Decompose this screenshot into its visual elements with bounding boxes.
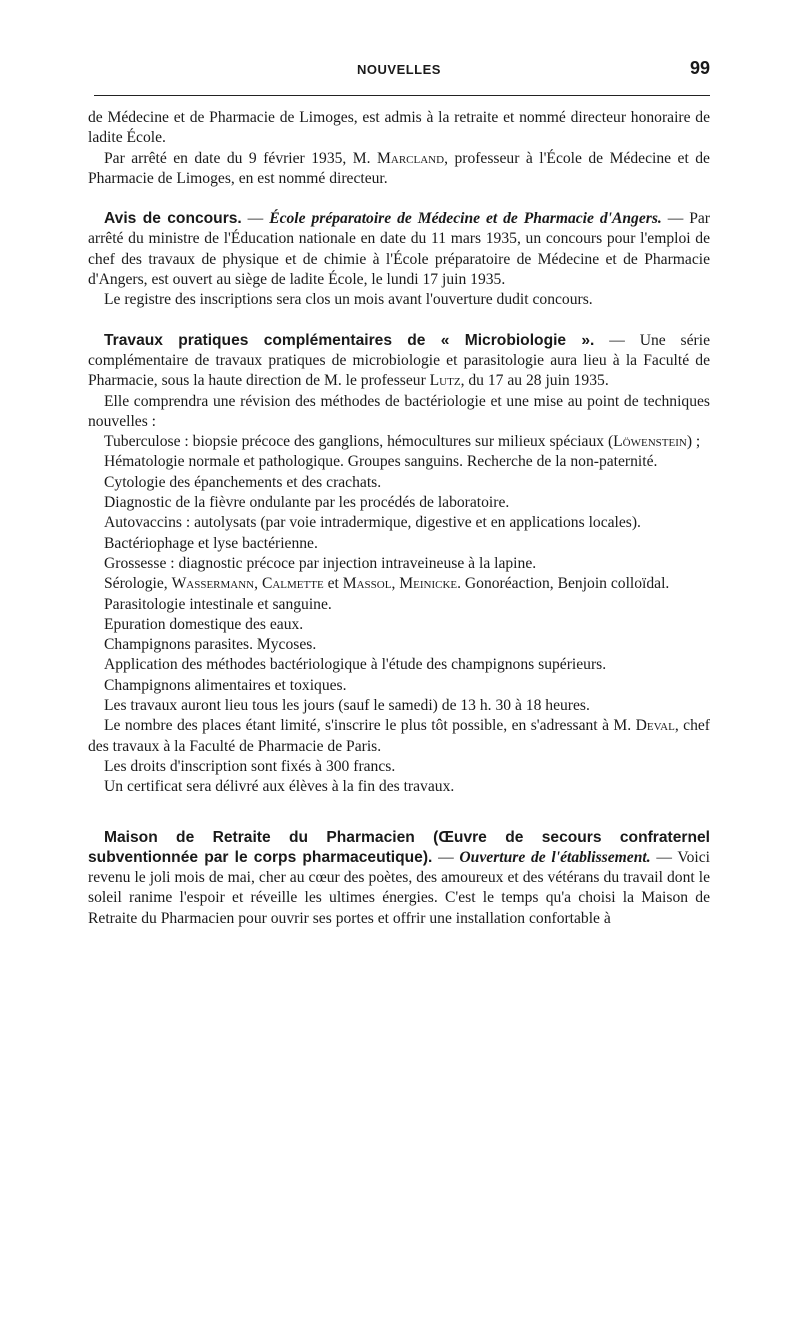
list-item: Diagnostic de la fièvre ondulante par les procédés de laboratoire.	[104, 494, 510, 512]
text-span: ,	[391, 575, 400, 593]
list-item: Hématologie normale et pathologique. Groupes sanguins. Recherche de la non-paternité.	[104, 453, 658, 471]
list-item: Champignons parasites. Mycoses.	[104, 636, 317, 654]
text-span: et	[323, 575, 343, 593]
list-item: Autovaccins : autolysats (par voie intradermique, digestive et en applications locales).	[104, 514, 641, 532]
text-span: , du 17 au 28 juin 1935.	[460, 372, 609, 390]
paragraph-registre: Le registre des inscriptions sera clos un mois avant l'ouverture dudit concours.	[104, 291, 593, 309]
person-name: Calmette	[261, 575, 324, 593]
paragraph-travaux	[88, 331, 710, 392]
list-item: Champignons alimentaires et toxiques.	[104, 676, 347, 694]
text-span: —	[241, 210, 270, 228]
header-rule	[94, 95, 710, 96]
paragraph-limoges-continuation: de Médecine et de Pharmacie de Limoges, est admis à la retraite et nommé directeur honoraire de ladite École.	[88, 109, 710, 147]
text-span: — Par arrêté du ministre de l'Éducation nationale en date du 11 mars 1935, un concours pour l'emploi de chef des travaux de physique et de chimie à l'École préparatoire de Médecine et de Pharmacie d'Angers, est ouvert au siège de ladite École, le lundi 17 juin 1935.	[88, 210, 710, 289]
text-span: , chef des travaux à la Faculté de Pharmacie de Paris.	[88, 717, 710, 755]
text-span: — Voici revenu le joli mois de mai, cher au cœur des poètes, des amoureux et des vétérans du travail dont le soleil ranime l'espoir et réveille les ultimes énergies. C'est le temps qu'a choisi la Maison de Retraite du Pharmacien pour ouvrir ses portes et offrir une installation confortable à	[88, 848, 711, 927]
list-item: Epuration domestique des eaux.	[104, 615, 304, 633]
paragraph-inscription	[88, 716, 710, 757]
page	[88, 58, 711, 927]
person-name: Löwenstein	[613, 433, 687, 451]
person-name: Wassermann	[171, 575, 255, 593]
person-name: Meinicke	[399, 575, 458, 593]
paragraph-maison	[88, 828, 710, 929]
article-body	[88, 108, 710, 929]
paragraph-droits: Les droits d'inscription sont fixés à 300 francs.	[104, 757, 396, 775]
paragraph-horaires: Les travaux auront lieu tous les jours (sauf le samedi) de 13 h. 30 à 18 heures.	[104, 697, 590, 715]
list-item: Application des méthodes bactériologique à l'étude des champignons supérieurs.	[104, 656, 607, 674]
page-header	[88, 58, 710, 88]
section-subtitle-ouverture: Ouverture de l'établissement.	[459, 848, 651, 866]
text-span: ) ;	[686, 433, 701, 451]
person-name: Lutz	[429, 372, 461, 390]
list-item: Grossesse : diagnostic précoce par injection intraveineuse à la lapine.	[104, 554, 537, 572]
text-span: Sérologie,	[104, 575, 172, 593]
list-item: Bactériophage et lyse bactérienne.	[104, 534, 318, 552]
person-name: Massol	[342, 575, 392, 593]
text-span: . Gonoréaction, Benjoin colloïdal.	[457, 575, 670, 593]
paragraph-concours	[88, 209, 710, 290]
person-name: Deval	[635, 717, 675, 735]
page-number: 99	[689, 58, 710, 78]
text-span: — Une série complémentaire de travaux pratiques de microbiologie et parasitologie aura lieu à la Faculté de Pharmacie, sous la haute direction de M. le professeur	[88, 331, 710, 390]
section-subtitle-angers: École préparatoire de Médecine et de Pharmacie d'Angers.	[269, 210, 662, 228]
section-gap	[88, 798, 710, 828]
text-span: Le nombre des places étant limité, s'inscrire le plus tôt possible, en s'adressant à M.	[104, 717, 636, 735]
text-span: ,	[254, 575, 262, 593]
paragraph-marcland	[88, 149, 710, 190]
text-span: Tuberculose : biopsie précoce des ganglions, hémocultures sur milieux spéciaux (	[104, 433, 614, 451]
paragraph-intro: Elle comprendra une révision des méthodes de bactériologie et une mise au point de techniques nouvelles :	[88, 392, 710, 430]
paragraph-certificat: Un certificat sera délivré aux élèves à la fin des travaux.	[104, 778, 455, 796]
section-heading-maison: Maison de Retraite du Pharmacien (Œuvre de secours confraternel subventionnée par le corps pharmaceutique).	[88, 828, 710, 866]
list-item: Parasitologie intestinale et sanguine.	[104, 595, 332, 613]
list-item	[88, 432, 710, 452]
person-name: Marcland	[377, 149, 445, 167]
text-span: —	[432, 848, 460, 866]
text-span: Par arrêté en date du 9 février 1935, M.	[104, 149, 378, 167]
section-heading-travaux: Travaux pratiques complémentaires de « Microbiologie ».	[104, 331, 595, 349]
section-gap	[88, 311, 710, 331]
section-heading-concours: Avis de concours.	[104, 210, 242, 228]
text-span: , professeur à l'École de Médecine et de Pharmacie de Limoges, en est nommé directeur.	[88, 149, 710, 187]
list-item	[88, 574, 710, 594]
section-gap	[88, 189, 710, 209]
running-title: NOUVELLES	[357, 62, 441, 77]
list-item: Cytologie des épanchements et des crachats.	[104, 473, 382, 491]
